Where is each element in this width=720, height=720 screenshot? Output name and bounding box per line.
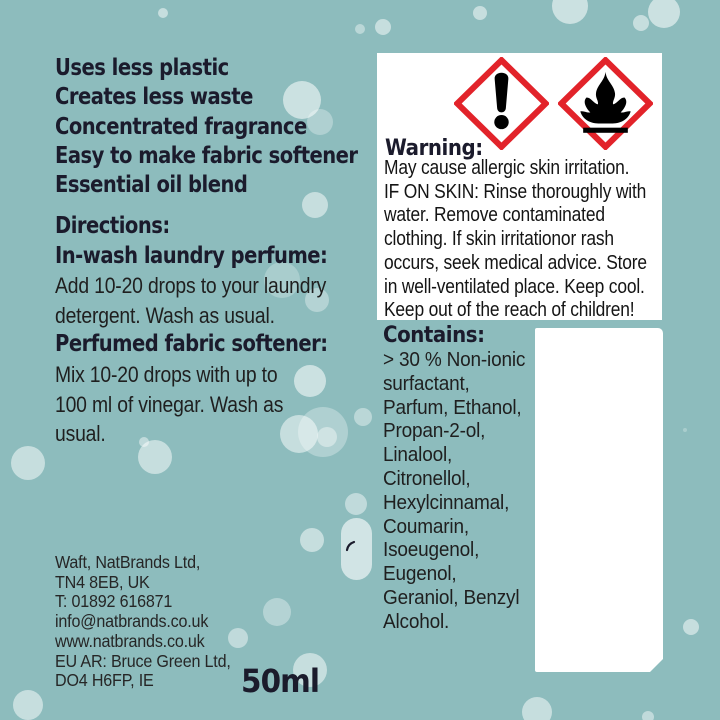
contact-line: info@natbrands.co.uk (55, 611, 209, 632)
contains-line: Geraniol, Benzyl (383, 586, 520, 609)
warning-text (384, 157, 686, 323)
benefit-line: Creates less waste (55, 84, 253, 111)
bubble (522, 697, 552, 720)
contact-block (55, 553, 246, 691)
warning-line: IF ON SKIN: Rinse thoroughly with (384, 180, 647, 203)
directions-heading: Directions: (55, 213, 170, 239)
warning-line: clothing. If skin irritationor rash (384, 228, 614, 251)
volume-text: 50ml (241, 662, 320, 700)
contains-line: Citronellol, (383, 467, 471, 490)
contains-heading: Contains: (383, 323, 485, 348)
bubble (13, 690, 43, 720)
warning-line: in well-ventilated place. Keep cool. (384, 275, 645, 298)
fabric-softener-title: Perfumed fabric softener: (55, 331, 328, 358)
contact-line: TN4 8EB, UK (55, 571, 150, 592)
warning-line: water. Remove contaminated (384, 204, 605, 227)
benefit-line: Easy to make fabric softener (55, 142, 358, 169)
drop-mark-icon (344, 539, 358, 553)
fabric-softener-line: usual. (55, 421, 106, 447)
bubble (11, 446, 45, 480)
fabric-softener-line: Mix 10-20 drops with up to (55, 361, 278, 387)
contact-line: www.natbrands.co.uk (55, 630, 205, 651)
bubble (345, 493, 367, 515)
bubble (263, 598, 291, 626)
warning-line: Keep out of the reach of children! (384, 299, 635, 322)
benefit-line: Concentrated fragrance (55, 113, 307, 140)
bubble (300, 528, 324, 552)
contains-line: > 30 % Non-ionic (383, 349, 526, 371)
inwash-perfume-title: In-wash laundry perfume: (55, 242, 328, 269)
bubble (683, 428, 687, 432)
contains-line: Eugenol, (383, 563, 457, 586)
benefits-list (55, 54, 411, 200)
bubble (648, 0, 680, 28)
contains-line: Isoeugenol, (383, 539, 480, 562)
warning-panel (377, 53, 662, 320)
contains-line: surfactant, (383, 372, 470, 395)
bubble (552, 0, 588, 24)
contains-line: Alcohol. (383, 610, 450, 633)
contains-line: Hexylcinnamal, (383, 491, 510, 514)
directions-section (55, 212, 376, 449)
bubble (355, 24, 365, 34)
bubble (158, 8, 168, 18)
contains-line: Parfum, Ethanol, (383, 396, 522, 419)
contains-line: Propan-2-ol, (383, 420, 486, 443)
contact-line: EU AR: Bruce Green Ltd, (55, 650, 231, 671)
inwash-perfume-line: detergent. Wash as usual. (55, 302, 275, 328)
fabric-softener-line: 100 ml of vinegar. Wash as (55, 391, 284, 417)
contains-line: Linalool, (383, 444, 453, 467)
bubble (473, 6, 487, 20)
warning-line: occurs, seek medical advice. Store (384, 251, 647, 274)
warning-line: May cause allergic skin irritation. (384, 157, 630, 179)
bubble (683, 619, 699, 635)
contains-line: Coumarin, (383, 515, 469, 538)
contact-line: DO4 H6FP, IE (55, 670, 154, 691)
bubble (633, 15, 649, 31)
benefit-line: Essential oil blend (55, 172, 248, 199)
contact-line: Waft, NatBrands Ltd, (55, 552, 201, 572)
warning-title: Warning: (385, 136, 483, 161)
contains-section (383, 322, 533, 635)
blank-white-panel (535, 328, 663, 672)
contact-line: T: 01892 616871 (55, 591, 173, 612)
bubble (375, 19, 391, 35)
flame-diamond-icon (558, 57, 653, 150)
benefit-line: Uses less plastic (55, 55, 229, 81)
inwash-perfume-line: Add 10-20 drops to your laundry (55, 273, 327, 299)
bubble (642, 711, 654, 720)
